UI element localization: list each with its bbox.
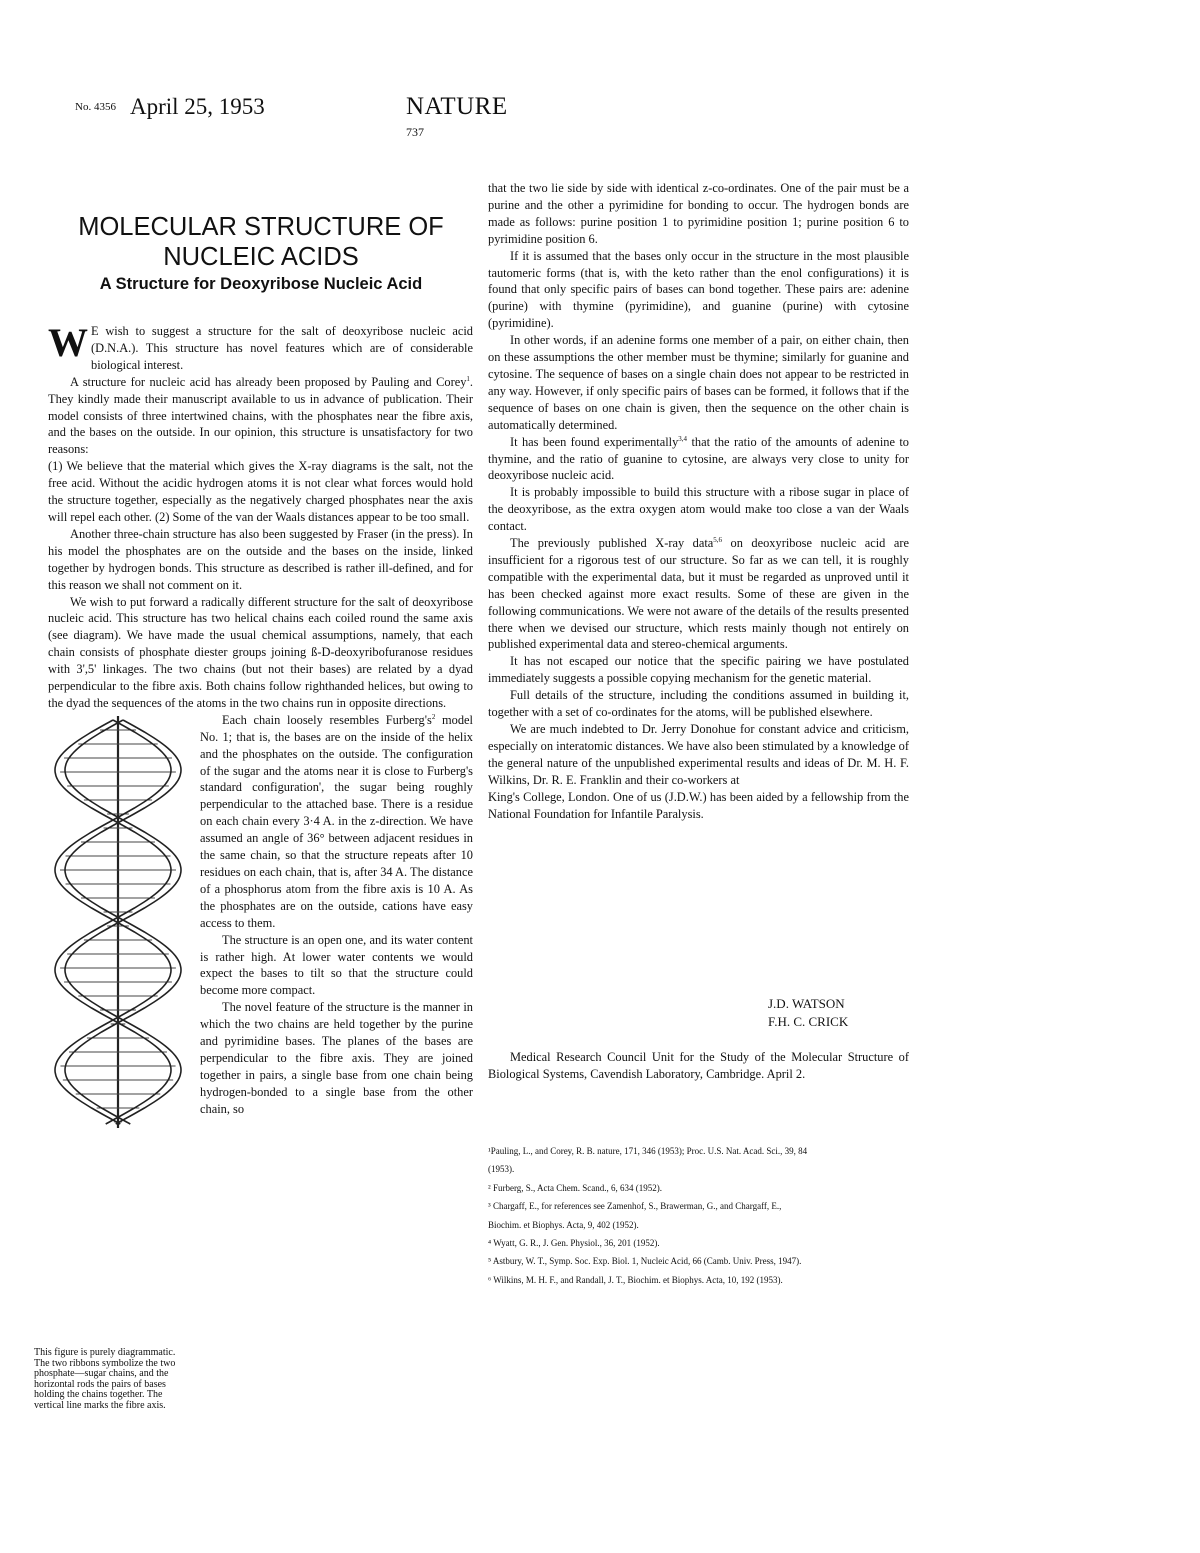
reference-line: ⁶ Wilkins, M. H. F., and Randall, J. T., Biochim. et Biophys. Acta, 10, 192 (1953).	[488, 1274, 783, 1285]
paragraph: that the two lie side by side with identical z-co-ordinates. One of the pair must be a purine and the other a pyrimidine for bonding to occur. The hydrogen bonds are made as follows: purine position 1 to pyrimidine position 1; purine position 6 to pyrimidine position 6.	[488, 181, 909, 246]
reference-line: Biochim. et Biophys. Acta, 9, 402 (1952).	[488, 1219, 639, 1230]
paragraph: We wish to put forward a radically different structure for the salt of deoxyribose nucleic acid. This structure has two helical chains each coiled round the same axis (see diagram). We have made the usual chemical assumptions, namely, that each chain consists of phosphate diester groups joining ß-D-deoxyribofuranose residues with 3',5' linkages. The two chains (but not their bases) are related by a dyad perpendicular to the fibre axis. Both chains follow righthanded helices, but owing to the dyad the sequences of the atoms in the two chains run in opposite directions.	[48, 594, 473, 710]
ribbon-chain-2-edge	[65, 720, 181, 1124]
journal-name: NATURE	[406, 93, 508, 120]
footnote-mark: 2	[431, 712, 436, 721]
double-helix-figure	[40, 712, 198, 1132]
double-helix-diagram	[40, 712, 198, 1132]
paragraph-text: Each chain loosely resembles Furberg's	[222, 712, 432, 727]
reference-line: (1953).	[488, 1164, 515, 1175]
caption-line: This figure is purely diagrammatic.	[34, 1347, 176, 1358]
figure-caption	[34, 1348, 224, 1412]
reference-line: ⁴ Wyatt, G. R., J. Gen. Physiol., 36, 201 (1952).	[488, 1238, 660, 1249]
paragraph: (1) We believe that the material which gives the X-ray diagrams is the salt, not the free acid. Without the acidic hydrogen atoms it is not clear what forces would hold the structure together, especially as the negatively charged phosphates near the axis will repel each other. (2) Some of the van der Waals distances appear to be too small.	[48, 459, 473, 524]
title-line-2: NUCLEIC ACIDS	[163, 243, 359, 271]
paragraph-text: model No. 1; that is, the bases are on the inside of the helix and the phosphates on the outside. The configuration of the sugar and the atoms near it is close to Furberg's standard configuration', the sugar being roughly perpendicular to the attached base. There is a residue on each chain every 3·4 A. in the z-direction. We have assumed an angle of 36° between adjacent residues in the same chain, so that the structure repeats after 10 residues on each chain, that is, after 34 A. The distance of a phosphorus atom from the fibre axis is 10 A. As the phosphates are on the outside, cations have easy access to them.	[200, 712, 473, 930]
paragraph-text: on deoxyribose nucleic acid are insufficient for a rigorous test of our structure. So far as we can tell, it is roughly compatible with the experimental data, but it must be regarded as unproved until it has been checked against more exact results. Some of these are given in the following communications. We were not aware of the details of the results presented there when we devised our structure, which rests mainly though not entirely on published experimental data and stereo-chemical arguments.	[488, 536, 909, 652]
drop-cap: W	[48, 320, 88, 365]
paragraph: In other words, if an adenine forms one member of a pair, on either chain, then on these assumptions the other member must be thymine; similarly for guanine and cytosine. The sequence of bases on a single chain does not appear to be restricted in any way. However, if only specific pairs of bases can be formed, it follows that if the sequence of bases on one chain is given, then the sequence on the other chain is automatically determined.	[488, 333, 909, 432]
affiliation: Medical Research Council Unit for the Study of the Molecular Structure of Biological Systems, Cavendish Laboratory, Cambridge. April 2.	[488, 1050, 909, 1081]
issue-number: No. 4356	[75, 101, 116, 113]
paragraph: It is probably impossible to build this structure with a ribose sugar in place of the deoxyribose, as the extra oxygen atom would make too close a van der Waals contact.	[488, 485, 909, 534]
paragraph-text: . They kindly made their manuscript available to us in advance of publication. Their model consists of three intertwined chains, with the phosphates near the fibre axis, and the bases on the outside. In our opinion, this structure is unsatisfactory for two reasons:	[48, 374, 473, 457]
paragraph	[488, 535, 909, 653]
paragraph: If it is assumed that the bases only occur in the structure in the most plausible tautomeric forms (that is, with the keto rather than the enol configurations) it is found that only specific pairs of bases can bond together. These pairs are: adenine (purine) with thymine (pyrimidine), and guanine (purine) with cytosine (pyrimidine).	[488, 248, 909, 331]
reference-line: ⁵ Astbury, W. T., Symp. Soc. Exp. Biol. 1, Nucleic Acid, 66 (Camb. Univ. Press, 1947).	[488, 1256, 802, 1267]
issue-date: April 25, 1953	[130, 94, 265, 119]
article-title	[40, 212, 482, 272]
authors	[768, 995, 848, 1031]
paragraph: It has not escaped our notice that the specific pairing we have postulated immediately suggests a possible copying mechanism for the genetic material.	[488, 654, 909, 686]
paragraph	[48, 374, 473, 459]
caption-line: phosphate—sugar chains, and the	[34, 1368, 169, 1380]
paragraph: The novel feature of the structure is the manner in which the two chains are held together by the purine and pyrimidine bases. The planes of the bases are perpendicular to the fibre axis. They are joined together in pairs, a single base from one chain being hydrogen-bonded to a single base from the other chain, so	[200, 1000, 473, 1116]
right-column	[488, 180, 909, 822]
author-watson: J.D. WATSON	[768, 996, 845, 1011]
footnote-mark: 5,6	[713, 535, 723, 544]
paragraph: Full details of the structure, including the conditions assumed in building it, together with a set of co-ordinates for the atoms, will be published elsewhere.	[488, 688, 909, 720]
footnote-mark: 1	[466, 374, 470, 383]
paragraph-text: The previously published X-ray data	[510, 536, 714, 551]
ribbon-chain-1-edge	[65, 720, 181, 1124]
footnote-mark: 3,4	[678, 434, 688, 443]
references	[488, 1142, 909, 1289]
paragraph: The structure is an open one, and its water content is rather high. At lower water contents we would expect the bases to tilt so that the structure could become more compact.	[200, 932, 473, 998]
reference-line: ¹Pauling, L., and Corey, R. B. nature, 171, 346 (1953); Proc. U.S. Nat. Acad. Sci., 39, 84	[488, 1146, 808, 1156]
paragraph-text: E wish to suggest a structure for the salt of deoxyribose nucleic acid (D.N.A.). This structure has novel features which are of considerable biological interest.	[91, 324, 473, 372]
article-subtitle: A Structure for Deoxyribose Nucleic Acid	[99, 275, 423, 293]
paragraph	[48, 320, 473, 374]
title-line-1: MOLECULAR STRUCTURE OF	[78, 213, 444, 241]
caption-line: The two ribbons symbolize the two	[34, 1357, 176, 1369]
paragraph: King's College, London. One of us (J.D.W.) has been aided by a fellowship from the National Foundation for Infantile Paralysis.	[488, 789, 909, 821]
paragraph: We are much indebted to Dr. Jerry Donohue for constant advice and criticism, especially on interatomic distances. We have also been stimulated by a knowledge of the general nature of the unpublished experimental results and ideas of Dr. M. H. F. Wilkins, Dr. R. E. Franklin and their co-workers at	[488, 722, 909, 787]
page-number: 737	[406, 125, 424, 139]
ribbon-chain-2-edge	[55, 720, 171, 1124]
reference-line: ³ Chargaff, E., for references see Zamenhof, S., Brawerman, G., and Chargaff, E.,	[488, 1201, 782, 1212]
author-crick: F.H. C. CRICK	[768, 1014, 849, 1029]
paragraph-text: It has been found experimentally	[510, 434, 679, 449]
caption-line: holding the chains together. The	[34, 1389, 163, 1401]
ribbon-chain-1-edge	[55, 720, 171, 1124]
reference-line: ² Furberg, S., Acta Chem. Scand., 6, 634 (1952).	[488, 1182, 663, 1193]
caption-line: vertical line marks the fibre axis.	[34, 1399, 166, 1411]
paragraph-text: A structure for nucleic acid has already been proposed by Pauling and Corey	[70, 374, 467, 389]
left-column	[48, 320, 473, 1132]
caption-line: horizontal rods the pairs of bases	[34, 1378, 166, 1390]
paragraph: Another three-chain structure has also been suggested by Fraser (in the press). In his model the phosphates are on the outside and the bases on the inside, linked together by hydrogen bonds. This structure as described is rather ill-defined, and for this reason we shall not comment on it.	[48, 526, 473, 592]
paragraph	[488, 434, 909, 485]
paragraph-text: that the ratio of the amounts of adenine to thymine, and the ratio of guanine to cytosine, are always very close to unity for deoxyribose nucleic acid.	[488, 434, 909, 483]
